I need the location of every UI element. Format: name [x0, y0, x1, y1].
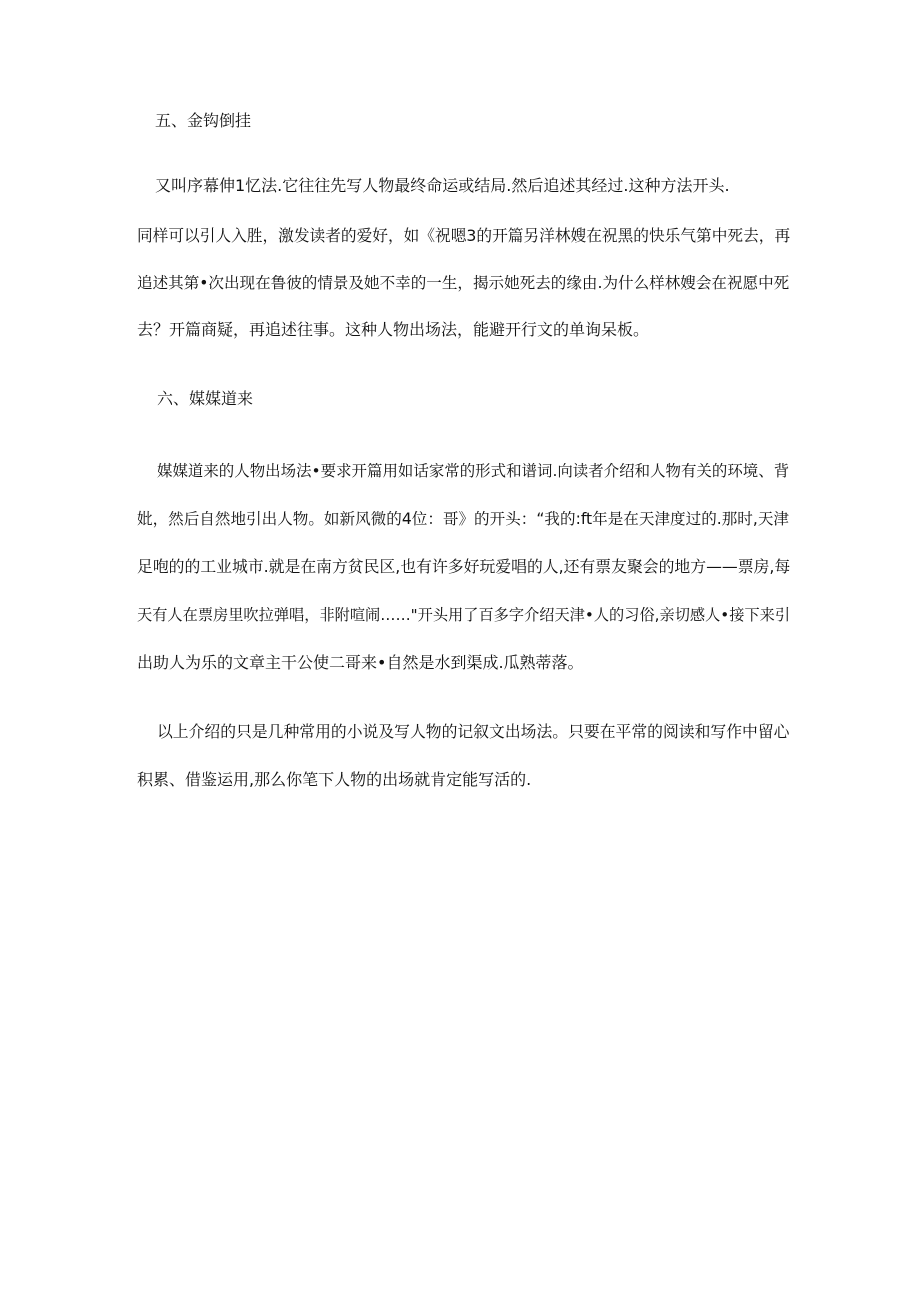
paragraph-line: 天有人在票房里吹拉弹唱，非附喧闹……"开头用了百多字介绍天津•人的习俗,亲切感人•接下来引 — [137, 606, 791, 624]
section-heading-6: 六、媒媒道来 — [157, 389, 254, 408]
paragraph-line: 同样可以引人入胜，激发读者的爱好，如《祝嗯3的开篇另洋林嫂在祝黑的快乐气第中死去，再 — [137, 226, 791, 245]
paragraph-line: 媒媒道来的人物出场法•要求开篇用如话家常的形式和谱词.向读者介绍和人物有关的环境、背 — [157, 462, 790, 480]
paragraph-line: 积累、借鉴运用,那么你笔下人物的出场就肯定能写活的. — [137, 770, 532, 789]
paragraph-line: 去？开篇商疑，再追述往事。这种人物出场法，能避开行文的单询呆板。 — [137, 320, 650, 339]
paragraph-line: 以上介绍的只是几种常用的小说及写人物的记叙文出场法。只要在平常的阅读和写作中留心 — [157, 722, 790, 741]
paragraph-line: 足咆的的工业城市.就是在南方贫民区,也有许多好玩爱唱的人,还有票友聚会的地方——票房,每 — [137, 557, 791, 576]
paragraph-line: 又叫序幕伸1忆法.它往往先写人物最终命运或结局.然后追述其经过.这种方法开头. — [155, 176, 730, 195]
paragraph-line: 追述其第•次出现在鲁彼的情景及她不幸的一生，揭示她死去的缘由.为什么样林嫂会在祝愿中死 — [137, 274, 790, 292]
section-heading-5: 五、金钩倒挂 — [155, 111, 252, 130]
paragraph-line: 妣，然后自然地引出人物。如新风微的4位：哥》的开头：“我的:ft年是在天津度过的.那时,天津 — [137, 510, 789, 528]
paragraph-line: 出助人为乐的文章主干公使二哥来•自然是水到渠成.瓜熟蒂落。 — [137, 653, 584, 672]
